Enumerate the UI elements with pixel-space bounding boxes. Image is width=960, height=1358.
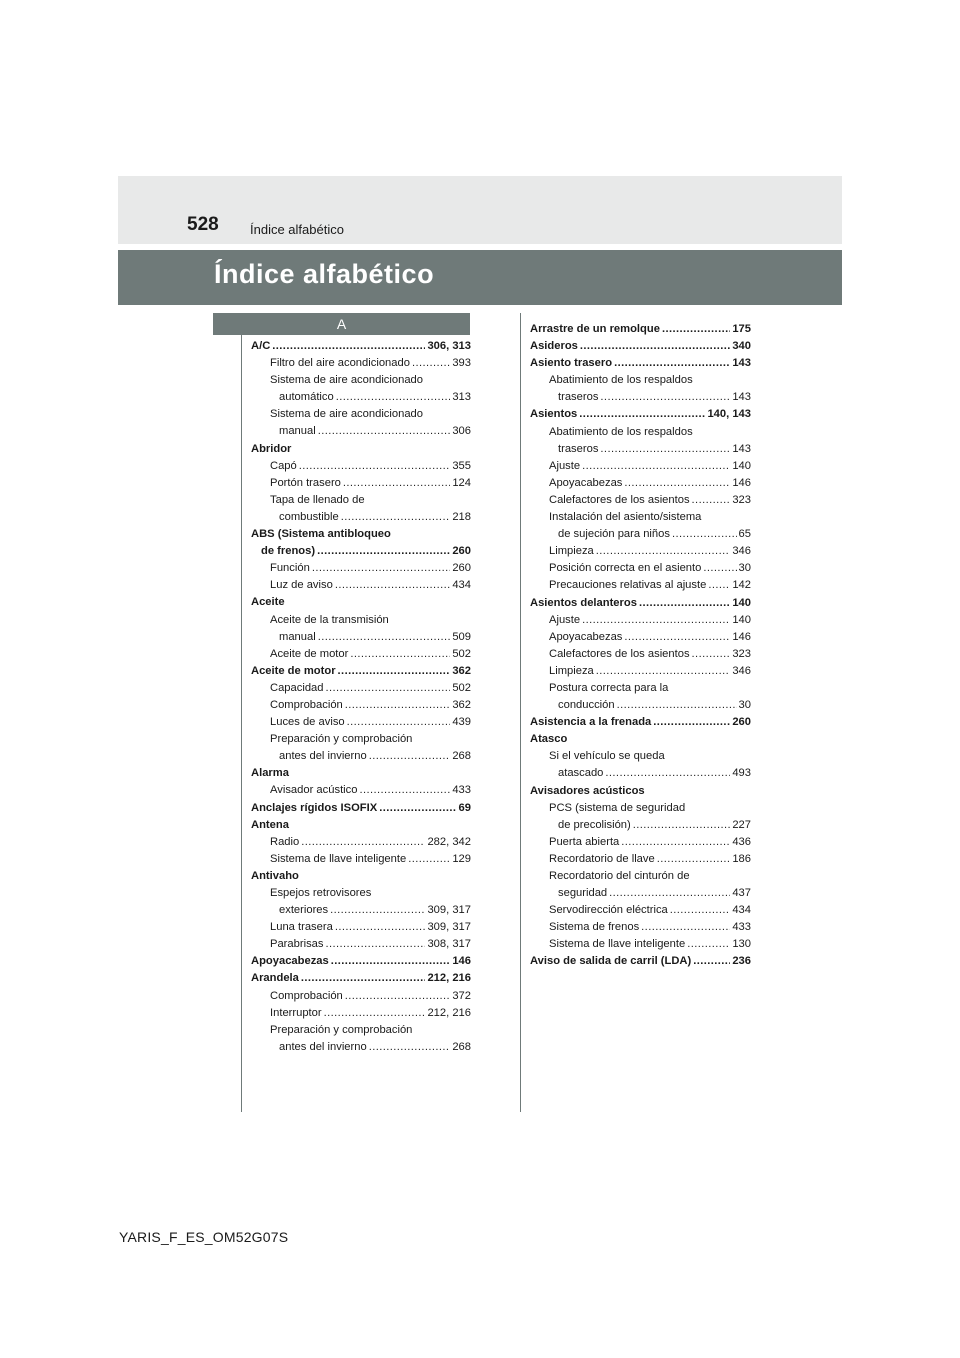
leader-dots [582,458,730,475]
leader-dots [641,919,730,936]
index-entry-label: Antena [251,818,289,831]
index-entry [530,509,751,526]
index-entry-label: Portón trasero [270,476,341,489]
index-entry-label: Aceite de la transmisión [270,613,389,626]
leader-dots [326,680,451,697]
leader-dots [582,612,730,629]
index-entry-label: Preparación y comprobación [270,733,413,746]
index-entry-label: PCS (sistema de seguridad [549,801,686,814]
index-entry-label: Ajuste [549,459,581,472]
index-entry [251,458,471,475]
index-entry-label: Sistema de llave inteligente [549,938,686,951]
index-entry-label: Instalación del asiento/sistema [549,511,702,524]
index-entry-label: Función [270,562,310,575]
index-entry-page[interactable]: 362 [452,698,471,711]
index-entry [530,389,751,406]
index-entry [251,509,471,526]
index-entry [251,406,471,423]
index-entry-label: Recordatorio del cinturón de [549,870,690,882]
index-entry-label: Postura correcta para la [549,681,669,694]
index-entry-label: Avisador acústico [270,784,358,797]
index-entry-page[interactable]: 502 [452,681,471,694]
leader-dots [653,714,730,731]
index-entry-label: Arandela [251,972,299,985]
leader-dots [408,851,450,868]
index-entry-page[interactable]: 268 [452,1040,471,1053]
index-entry [530,714,751,731]
page-title: Índice alfabético [214,259,435,289]
index-entry [251,594,471,611]
index-entry [530,526,751,543]
index-entry-page[interactable]: 433 [732,921,751,934]
index-entry [530,731,751,748]
leader-dots [301,970,426,987]
index-entry-label: ABS (Sistema antibloqueo [251,528,391,541]
index-entry [251,817,471,834]
index-entry [530,321,751,338]
index-entry-page[interactable]: 146 [732,476,751,489]
index-entry [251,1022,471,1039]
index-entry-page[interactable]: 509 [452,630,471,643]
index-entry [251,919,471,936]
leader-dots [639,595,730,612]
leader-dots [670,902,731,919]
index-entry-label: Posición correcta en el asiento [549,562,702,575]
index-entry-label: Aceite de motor [251,664,336,677]
index-entry-page[interactable]: 143 [732,442,751,455]
index-entry-page[interactable]: 143 [732,391,751,404]
index-entry-label: traseros [558,391,599,404]
index-entry-label: Apoyacabezas [549,476,623,489]
index-entry-page[interactable]: 323 [732,493,751,506]
index-entry [251,423,471,440]
index-entry-page[interactable]: 306 [452,425,471,438]
index-entry-page[interactable]: 309, 317 [427,904,471,917]
leader-dots [687,936,730,953]
index-entry-label: atascado [558,767,604,780]
index-entry-page[interactable]: 212, 216 [427,972,471,985]
leader-dots [345,988,451,1005]
index-entry-label: Apoyacabezas [251,955,329,968]
index-entry [530,475,751,492]
leader-dots [579,406,705,423]
index-entry [251,748,471,765]
index-entry [251,526,471,543]
index-entry-label: Comprobación [270,698,343,711]
index-entry-page[interactable]: 439 [452,716,471,729]
index-entry [530,748,751,765]
index-entry [530,372,751,389]
index-entry-label: Alarma [251,767,289,780]
index-entry-label: exteriores [279,904,329,917]
index-entry [251,389,471,406]
page-number: 528 [187,214,219,235]
index-entry-page[interactable]: 437 [732,887,751,900]
index-entry-page[interactable]: 260 [452,545,471,558]
index-entry [530,458,751,475]
index-entry-label: Anclajes rígidos ISOFIX [251,801,378,814]
index-entry-page[interactable]: 186 [732,852,751,865]
left-column-rule [241,313,242,1112]
index-entry [251,782,471,799]
index-entry-label: Tapa de llenado de [270,493,365,506]
leader-dots [624,475,730,492]
index-entry-label: de frenos) [261,545,316,558]
leader-dots [318,629,451,646]
index-entry-page[interactable]: 306, 313 [427,340,471,352]
index-entry-label: Puerta abierta [549,835,620,848]
index-entry [251,765,471,782]
index-entry-label: Sistema de aire acondicionado [270,408,423,421]
index-entry [530,868,751,885]
index-entry-label: seguridad [558,887,608,900]
index-entry [251,492,471,509]
index-entry [251,1039,471,1056]
index-entry [251,543,471,560]
index-entry-page[interactable]: 140 [732,613,751,626]
index-entry-label: de sujeción para niños [558,528,670,541]
leader-dots [662,321,730,338]
index-entry [251,697,471,714]
index-entry-label: Precauciones relativas al ajuste [549,579,707,592]
index-entry [251,714,471,731]
leader-dots [338,663,451,680]
leader-dots [345,697,451,714]
leader-dots [672,526,737,543]
index-entry-page[interactable]: 140 [732,596,751,609]
index-entry [530,577,751,594]
index-entry-page[interactable]: 65 [738,528,751,541]
index-entry-label: Asientos delanteros [530,596,637,609]
leader-dots [359,782,450,799]
index-entry-page[interactable]: 502 [452,647,471,660]
index-entry-page[interactable]: 218 [452,510,471,523]
index-entry-page[interactable]: 436 [732,835,751,848]
index-entry [530,697,751,714]
index-entry [530,424,751,441]
leader-dots [600,389,730,406]
index-entry [251,885,471,902]
index-entry [530,680,751,697]
index-entry-label: Asientos [530,408,578,421]
index-entry [251,577,471,594]
index-entry-label: automático [279,391,334,404]
index-entry-page[interactable]: 346 [732,664,751,677]
index-entry-page[interactable]: 175 [732,323,751,335]
index-entry-label: Aceite [251,596,285,609]
letter-heading: A [213,313,470,335]
index-entry-page[interactable]: 323 [732,647,751,660]
leader-dots [692,492,731,509]
index-entry-label: antes del invierno [279,1040,367,1053]
index-entry-label: Apoyacabezas [549,630,623,643]
index-entry [530,817,751,834]
index-entry-page[interactable]: 313 [452,391,471,404]
index-entry [251,629,471,646]
leader-dots [617,697,737,714]
leader-dots [324,1005,426,1022]
index-entry-page[interactable]: 146 [732,630,751,643]
index-entry [251,851,471,868]
index-entry-page[interactable]: 140 [732,459,751,472]
index-entry [251,355,471,372]
index-entry [251,338,471,355]
index-entry [251,902,471,919]
index-entry-page[interactable]: 142 [732,579,751,592]
index-entry [251,800,471,817]
index-entry [530,612,751,629]
leader-dots [600,441,730,458]
index-entry [251,834,471,851]
leader-dots [596,543,731,560]
index-entry [251,970,471,987]
index-entry-label: Sistema de llave inteligente [270,852,407,865]
leader-dots [580,338,730,355]
index-entry-label: Recordatorio de llave [549,852,655,865]
index-entry [530,560,751,577]
leader-dots [301,834,425,851]
index-entry [251,1005,471,1022]
index-entry-page[interactable]: 140, 143 [707,408,751,421]
index-entry [251,372,471,389]
index-entry-label: Espejos retrovisores [270,887,372,899]
index-entry [530,902,751,919]
index-entry-label: Asistencia a la frenada [530,716,652,729]
index-entry-label: de precolisión) [558,818,631,831]
leader-dots [317,543,450,560]
index-entry-label: Limpieza [549,545,594,558]
index-entry [530,595,751,612]
index-entry [251,441,471,458]
index-entry [530,800,751,817]
index-entry-label: traseros [558,442,599,455]
index-entry [530,355,751,372]
leader-dots [703,560,736,577]
index-entry [530,338,751,355]
index-entry-label: Interruptor [270,1006,322,1019]
index-entry [251,560,471,577]
index-entry-page[interactable]: 260 [452,562,471,575]
index-entry [251,612,471,629]
index-entry [530,543,751,560]
index-entry-label: Abatimiento de los respaldos [549,374,693,387]
leader-dots [341,509,451,526]
index-entry-page[interactable]: 268 [452,750,471,763]
index-entry-label: Comprobación [270,989,343,1002]
index-entry-label: A/C [251,340,271,352]
index-entry-page[interactable]: 308, 317 [427,938,471,951]
leader-dots [336,389,451,406]
index-entry-label: Atasco [530,733,568,746]
index-entry-label: Avisadores acústicos [530,784,645,797]
index-entry-label: Abatimiento de los respaldos [549,425,693,438]
leader-dots [596,663,731,680]
index-entry [530,441,751,458]
index-entry-page[interactable]: 130 [732,938,751,951]
index-entry-page[interactable]: 309, 317 [427,921,471,934]
right-column-rule [520,313,521,1112]
index-entry-label: Aceite de motor [270,647,349,660]
index-entry-page[interactable]: 346 [732,545,751,558]
index-entry-label: Servodirección eléctrica [549,904,668,917]
index-entry [530,663,751,680]
index-entry [530,953,751,970]
index-entry [530,885,751,902]
index-entry-page[interactable]: 282, 342 [427,835,471,848]
index-entry-page[interactable]: 362 [452,664,471,677]
index-entry [530,919,751,936]
leader-dots [624,629,730,646]
leader-dots [343,475,450,492]
index-entry-label: Luna trasera [270,921,333,934]
index-entry-page[interactable]: 434 [452,579,471,592]
index-entry [251,646,471,663]
index-entry [530,834,751,851]
leader-dots [318,423,451,440]
index-entry-page[interactable]: 30 [738,699,751,712]
index-entry-label: Sistema de frenos [549,921,640,934]
leader-dots [350,646,450,663]
index-entry [251,680,471,697]
index-entry-page[interactable]: 355 [452,459,471,472]
header-section-title: Índice alfabético [250,222,344,237]
index-entry-label: Parabrisas [270,938,324,951]
leader-dots [657,851,731,868]
index-entry-label: Asideros [530,340,578,353]
index-entry-label: combustible [279,510,339,523]
index-entry-page[interactable]: 493 [732,767,751,780]
index-entry-label: Filtro del aire acondicionado [270,357,410,370]
index-entry [530,406,751,423]
index-entry-page[interactable]: 212, 216 [427,1006,471,1019]
index-entry [251,475,471,492]
index-entry-label: Asiento trasero [530,357,613,370]
leader-dots [379,800,456,817]
index-entry [251,953,471,970]
leader-dots [693,953,730,970]
index-entry-label: conducción [558,699,615,712]
leader-dots [312,560,451,577]
index-entry-label: Limpieza [549,664,594,677]
index-entry-label: Sistema de aire acondicionado [270,374,423,387]
index-entry [530,765,751,782]
leader-dots [609,885,730,902]
leader-dots [347,714,451,731]
index-entry [530,492,751,509]
index-entry-label: Radio [270,835,300,848]
index-entry-page[interactable]: 434 [732,904,751,917]
index-entry-label: Calefactores de los asientos [549,647,690,660]
index-entry-page[interactable]: 260 [732,716,751,729]
leader-dots [325,936,425,953]
leader-dots [369,1039,451,1056]
index-entry-page[interactable]: 69 [458,801,471,814]
index-entry-label: Si el vehículo se queda [549,750,665,763]
index-entry-label: Aviso de salida de carril (LDA) [530,955,692,968]
leader-dots [692,646,731,663]
index-column-right [530,321,751,971]
index-entry-page[interactable]: 372 [452,989,471,1002]
index-entry-page[interactable]: 227 [732,818,751,831]
index-entry-page[interactable]: 146 [452,955,471,968]
index-entry-page[interactable]: 129 [452,852,471,865]
leader-dots [369,748,451,765]
index-entry-label: Calefactores de los asientos [549,493,690,506]
index-entry [530,851,751,868]
leader-dots [335,577,451,594]
index-entry [251,663,471,680]
leader-dots [330,902,425,919]
index-entry-label: Abridor [251,442,292,455]
index-entry-page[interactable]: 340 [732,340,751,353]
header-band [118,176,842,244]
index-entry [251,868,471,885]
leader-dots [272,338,425,355]
index-entry-page[interactable]: 433 [452,784,471,797]
index-entry-page[interactable]: 124 [452,476,471,489]
leader-dots [412,355,450,372]
index-entry-label: Luces de aviso [270,716,345,729]
leader-dots [331,953,451,970]
index-entry-label: Capacidad [270,681,324,694]
leader-dots [621,834,730,851]
index-entry [251,936,471,953]
leader-dots [708,577,730,594]
index-entry [530,783,751,800]
leader-dots [614,355,730,372]
index-entry-page[interactable]: 236 [732,955,751,968]
index-entry-label: Arrastre de un remolque [530,323,660,335]
index-entry-label: Capó [270,459,297,472]
index-entry-label: Preparación y comprobación [270,1023,413,1036]
index-entry [251,988,471,1005]
index-entry-page[interactable]: 393 [452,357,471,370]
index-entry-label: Antivaho [251,869,299,882]
index-entry [530,646,751,663]
index-entry-page[interactable]: 30 [738,562,751,575]
leader-dots [633,817,731,834]
index-entry [530,629,751,646]
index-entry-label: manual [279,630,316,643]
index-entry [530,936,751,953]
leader-dots [299,458,451,475]
index-entry-label: Ajuste [549,613,581,626]
index-entry-label: manual [279,425,316,438]
index-entry-page[interactable]: 143 [732,357,751,370]
leader-dots [605,765,730,782]
index-entry-label: Luz de aviso [270,579,333,592]
index-entry [251,731,471,748]
leader-dots [335,919,426,936]
index-entry-label: antes del invierno [279,750,367,763]
index-column-left [251,338,471,1056]
document-code: YARIS_F_ES_OM52G07S [119,1229,289,1245]
